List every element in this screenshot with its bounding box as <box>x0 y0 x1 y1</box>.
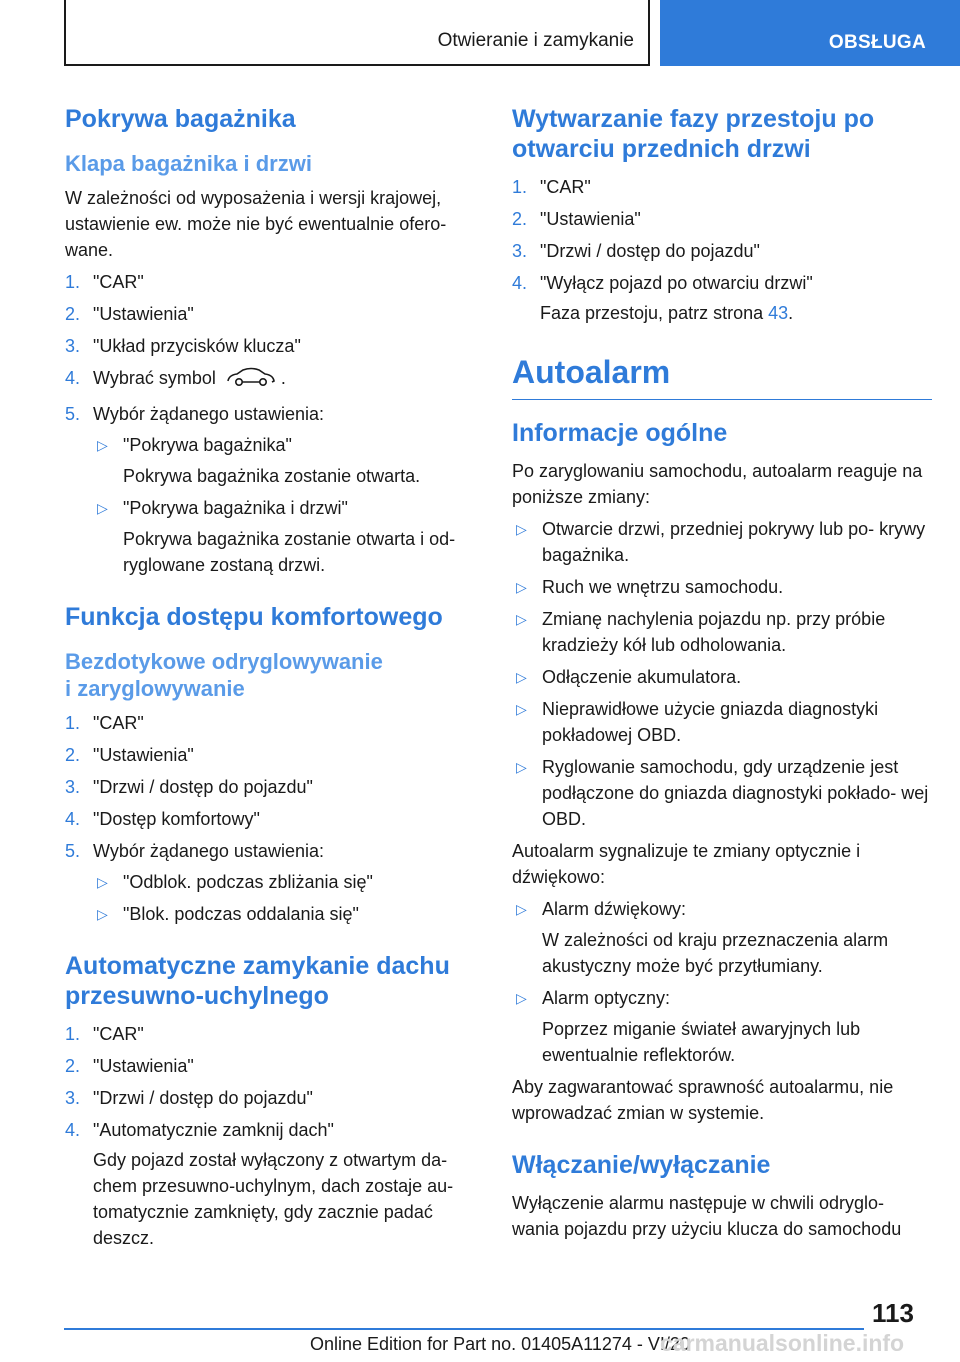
list-item <box>65 806 477 832</box>
step-number: 5. <box>65 841 81 861</box>
car-icon <box>225 366 277 395</box>
step-text: "Wyłącz pojazd po otwarciu drzwi" <box>540 273 813 293</box>
option-text: "Odblok. podczas zbliżania się" <box>123 872 373 892</box>
step-text: "CAR" <box>93 272 144 292</box>
step-number: 4. <box>65 1120 81 1140</box>
steps-list-comfort <box>65 710 477 927</box>
subheading-keyless-line2: i zaryglowywanie <box>65 676 245 701</box>
list-item-text: Ryglowanie samochodu, gdy urządzenie jest podłączone do gniazda diagnostyki pokłado- wej OBD. <box>542 757 929 829</box>
list-item-text: Odłączenie akumulatora. <box>542 667 742 687</box>
subheading-trunk-and-doors: Klapa bagażnika i drzwi <box>65 151 312 176</box>
triangle-bullet-icon: ▷ <box>97 906 108 922</box>
list-item-note: Poprzez miganie świateł awaryjnych lub ewentualnie reflektorów. <box>542 1019 861 1065</box>
right-column <box>512 100 932 1248</box>
step-text: "Ustawienia" <box>93 745 194 765</box>
step-text: Wybór żądanego ustawienia: <box>93 841 324 861</box>
list-item-note: W zależności od kraju przeznaczenia alarm akustyczny może być przytłumiany. <box>542 930 889 976</box>
step-text-end: . <box>280 368 286 388</box>
warning-text: Aby zagwarantować sprawność autoalarmu, nie wprowadzać zmian w systemie. <box>512 1077 894 1123</box>
list-item <box>512 754 932 832</box>
header-chapter-tab <box>660 0 960 66</box>
list-item-text: Alarm dźwiękowy: <box>542 899 687 919</box>
list-item <box>65 774 477 800</box>
step-text: "Drzwi / dostęp do pojazdu" <box>93 777 313 797</box>
signals-list <box>512 896 932 1068</box>
heading-comfort-access: Funkcja dostępu komfortowego <box>65 603 443 631</box>
option-note: Pokrywa bagażnika zostanie otwarta i od- ryglowane zostaną drzwi. <box>123 529 456 575</box>
heading-on-off: Włączanie/wyłączanie <box>512 1151 771 1179</box>
watermark: carmanualsonline.info <box>660 1330 905 1356</box>
heading-general-info: Informacje ogólne <box>512 419 728 447</box>
list-item-text: Otwarcie drzwi, przedniej pokrywy lub po- krywy bagażnika. <box>542 519 926 565</box>
list-item <box>65 401 477 578</box>
option-item <box>93 901 477 927</box>
subheading-keyless-line1: Bezdotykowe odryglowywanie <box>65 649 383 674</box>
step-note: Gdy pojazd został wyłączony z otwartym da- chem przesuwno-uchylnym, dach zostaje au- tomatycznie zamknięty, gdy zacznie padać deszcz. <box>93 1150 454 1248</box>
note-text: Faza przestoju, patrz strona <box>540 303 764 323</box>
list-item-text: Ruch we wnętrzu samochodu. <box>542 577 784 597</box>
list-item <box>65 1053 477 1079</box>
step-number: 1. <box>65 1024 81 1044</box>
list-item <box>512 516 932 568</box>
triangle-bullet-icon: ▷ <box>97 437 108 453</box>
list-item <box>512 206 932 232</box>
general-intro: Po zaryglowaniu samochodu, autoalarm reaguje na poniższe zmiany: <box>512 461 923 507</box>
option-note: Pokrywa bagażnika zostanie otwarta. <box>123 466 421 486</box>
list-item-text: Alarm optyczny: <box>542 988 671 1008</box>
left-column <box>65 100 477 1257</box>
step-text: "CAR" <box>93 713 144 733</box>
step-number: 2. <box>65 304 81 324</box>
steps-list-trunk <box>65 269 477 578</box>
list-item <box>65 333 477 359</box>
options-list-trunk <box>93 432 477 578</box>
list-item <box>65 1117 477 1251</box>
step-text: Wybór żądanego ustawienia: <box>93 404 324 424</box>
list-item <box>512 606 932 658</box>
step-number: 3. <box>65 1088 81 1108</box>
step-number: 2. <box>512 209 528 229</box>
step-number: 2. <box>65 745 81 765</box>
triangle-bullet-icon: ▷ <box>516 579 527 595</box>
step-text: "CAR" <box>93 1024 144 1044</box>
on-off-text: Wyłączenie alarmu następuje w chwili odryglo- wania pojazdu przy użyciu klucza do samochodu <box>512 1193 902 1239</box>
step-text: "Ustawienia" <box>93 304 194 324</box>
page-reference-link[interactable]: 43 <box>768 303 789 323</box>
step-number: 4. <box>65 368 81 388</box>
step-text: "Drzwi / dostęp do pojazdu" <box>540 241 760 261</box>
list-item <box>65 1085 477 1111</box>
list-item <box>65 365 477 395</box>
triangle-bullet-icon: ▷ <box>516 669 527 685</box>
subheading-keyless <box>65 648 477 702</box>
list-item <box>512 664 932 690</box>
triangle-bullet-icon: ▷ <box>516 759 527 775</box>
step-number: 3. <box>65 336 81 356</box>
list-item <box>65 838 477 927</box>
chapter-label: OBSŁUGA <box>828 32 926 53</box>
step-number: 1. <box>65 713 81 733</box>
step-number: 1. <box>65 272 81 292</box>
edition-text: Online Edition for Part no. 01405A11274 - VI/20 <box>310 1334 690 1354</box>
list-item <box>65 742 477 768</box>
step-number: 3. <box>512 241 528 261</box>
list-item <box>65 710 477 736</box>
option-item <box>93 495 477 578</box>
list-item <box>65 269 477 295</box>
heading-trunk-lid: Pokrywa bagażnika <box>65 105 296 133</box>
section-title: Otwieranie i zamykanie <box>437 30 634 51</box>
step-number: 4. <box>512 273 528 293</box>
step-text: "Układ przycisków klucza" <box>93 336 301 356</box>
triangle-bullet-icon: ▷ <box>97 500 108 516</box>
header-section-box <box>64 0 650 66</box>
heading-standby: Wytwarzanie fazy przestoju po otwarciu przednich drzwi <box>512 105 875 163</box>
intro-text: W zależności od wyposażenia i wersji krajowej, ustawienie ew. może nie być ewentualnie ofero- wane. <box>65 188 447 260</box>
list-item <box>512 174 932 200</box>
step-note <box>540 300 932 326</box>
option-text: "Blok. podczas oddalania się" <box>123 904 359 924</box>
page-number: 113 <box>872 1298 914 1328</box>
triangle-bullet-icon: ▷ <box>516 990 527 1006</box>
triangle-bullet-icon: ▷ <box>516 521 527 537</box>
step-number: 1. <box>512 177 528 197</box>
triangle-bullet-icon: ▷ <box>516 901 527 917</box>
list-item <box>65 301 477 327</box>
heading-auto-roof: Automatyczne zamykanie dachu przesuwno-uchylnego <box>65 952 450 1010</box>
step-text: "CAR" <box>540 177 591 197</box>
list-item <box>512 270 932 326</box>
step-text: "Drzwi / dostęp do pojazdu" <box>93 1088 313 1108</box>
option-item <box>93 432 477 489</box>
list-item-text: Zmianę nachylenia pojazdu np. przy próbie kradzieży kół lub odholowania. <box>542 609 886 655</box>
step-text: Wybrać symbol <box>93 368 216 388</box>
list-item <box>512 574 932 600</box>
signal-intro: Autoalarm sygnalizuje te zmiany optycznie i dźwiękowo: <box>512 841 861 887</box>
list-item <box>512 896 932 979</box>
changes-list <box>512 516 932 832</box>
list-item <box>65 1021 477 1047</box>
option-text: "Pokrywa bagażnika i drzwi" <box>123 498 348 518</box>
list-item-text: Nieprawidłowe użycie gniazda diagnostyki pokładowej OBD. <box>542 699 879 745</box>
note-text-end: . <box>788 303 794 323</box>
triangle-bullet-icon: ▷ <box>97 874 108 890</box>
step-number: 5. <box>65 404 81 424</box>
triangle-bullet-icon: ▷ <box>516 611 527 627</box>
list-item <box>512 696 932 748</box>
triangle-bullet-icon: ▷ <box>516 701 527 717</box>
option-text: "Pokrywa bagażnika" <box>123 435 292 455</box>
step-text: "Dostęp komfortowy" <box>93 809 260 829</box>
step-text: "Ustawienia" <box>93 1056 194 1076</box>
step-text: "Ustawienia" <box>540 209 641 229</box>
step-number: 2. <box>65 1056 81 1076</box>
list-item <box>512 985 932 1068</box>
option-item <box>93 869 477 895</box>
list-item <box>512 238 932 264</box>
step-text: "Automatycznie zamknij dach" <box>93 1120 334 1140</box>
options-list-comfort <box>93 869 477 927</box>
steps-list-standby <box>512 174 932 326</box>
chapter-heading-autoalarm: Autoalarm <box>512 354 932 400</box>
steps-list-roof <box>65 1021 477 1251</box>
step-number: 4. <box>65 809 81 829</box>
step-number: 3. <box>65 777 81 797</box>
